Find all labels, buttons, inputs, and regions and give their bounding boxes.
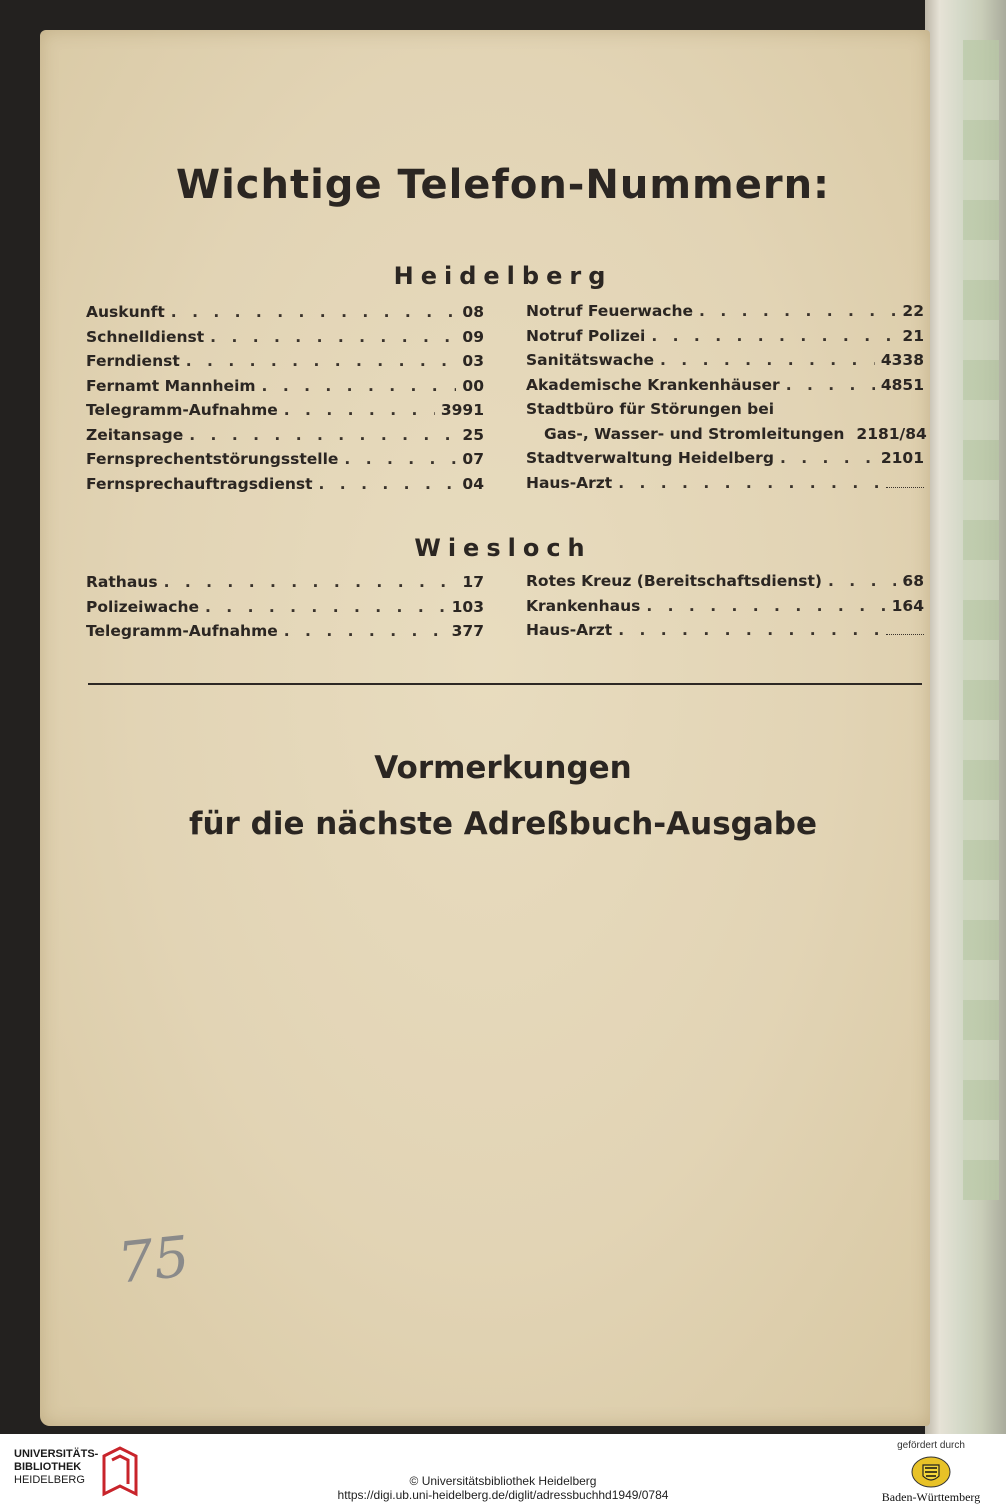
entry-number: 07 [462, 450, 484, 468]
entry-number: 103 [451, 597, 484, 616]
library-name-line2: BIBLIOTHEK [14, 1461, 82, 1473]
leader-dots [319, 475, 457, 493]
entry-label: Notruf Polizei [526, 326, 646, 345]
entry-label: Fernsprechauftragsdienst [86, 474, 313, 493]
phone-entry [526, 424, 927, 450]
vormerkungen-subtitle: für die nächste Adreßbuch-Ausgabe [189, 806, 817, 842]
entry-label: Sanitätswache [526, 351, 654, 369]
leader-dots [618, 474, 880, 492]
leader-dots [651, 327, 896, 345]
vormerkungen-title: Vormerkungen [374, 750, 632, 786]
funded-by-label: gefördert durch [897, 1440, 965, 1451]
blank-number-line [886, 624, 924, 635]
wiesloch-left-list [86, 573, 484, 647]
phone-entry [86, 622, 484, 647]
phone-entry [86, 450, 484, 475]
page-title: Wichtige Telefon-Nummern: [175, 162, 831, 208]
entry-label: Rotes Kreuz (Bereitschaftsdienst) [526, 572, 822, 590]
leader-dots [786, 376, 875, 394]
entry-number: 3991 [440, 401, 484, 419]
leader-dots [284, 401, 435, 419]
funding-block [876, 1440, 986, 1505]
phone-entry [526, 572, 924, 597]
phone-entry [526, 400, 924, 425]
entry-number: 4338 [880, 351, 924, 369]
phone-entry [86, 328, 484, 353]
entry-label: Rathaus [86, 573, 158, 591]
phone-entry [526, 351, 924, 376]
entry-label: Auskunft [86, 303, 165, 321]
copyright-block [0, 1474, 1006, 1502]
library-name-line3: HEIDELBERG [14, 1474, 85, 1486]
entry-label: Haus-Arzt [526, 621, 613, 639]
leader-dots [171, 303, 457, 321]
entry-number: 09 [462, 327, 484, 346]
entry-label: Ferndienst [86, 352, 180, 370]
copyright-text: © Universitätsbibliothek Heidelberg [409, 1474, 597, 1488]
leader-dots [284, 622, 446, 640]
pencil-page-number: 75 [114, 1224, 193, 1297]
wiesloch-right-list [526, 572, 924, 646]
leader-dots [344, 450, 456, 468]
entry-label: Zeitansage [86, 425, 184, 444]
phone-entry [526, 597, 924, 622]
entry-number: 04 [462, 474, 484, 493]
phone-entry [526, 327, 924, 352]
leader-dots [618, 621, 880, 639]
entry-label: Telegramm-Aufnahme [86, 622, 278, 640]
footer [0, 1434, 1006, 1506]
entry-label: Fernsprechentstörungsstelle [86, 450, 339, 468]
entry-number: 22 [902, 302, 924, 320]
entry-number [886, 621, 924, 639]
entry-label: Stadtbüro für Störungen bei [526, 400, 775, 418]
leader-dots [205, 598, 446, 616]
entry-label: Gas-, Wasser- und Stromleitungen [544, 424, 845, 443]
entry-label: Schnelldienst [86, 327, 205, 346]
coat-of-arms-icon [911, 1456, 951, 1488]
heading-heidelberg: Heidelberg [393, 262, 613, 290]
entry-number: 2181/84 [856, 424, 927, 443]
entry-number: 00 [462, 376, 484, 395]
map-insert-edge [963, 40, 999, 1200]
entry-label: Polizeiwache [86, 597, 199, 616]
library-name-line1: UNIVERSITÄTS- [14, 1448, 99, 1460]
phone-entry [526, 474, 924, 499]
phone-entry [526, 621, 924, 646]
leader-dots [262, 377, 457, 395]
entry-number: 377 [451, 622, 484, 640]
entry-number: 03 [462, 352, 484, 370]
phone-entry [86, 475, 484, 500]
entry-number: 68 [902, 572, 924, 590]
book-edge [925, 0, 1006, 1434]
leader-dots [164, 573, 457, 591]
entry-number: 25 [462, 425, 484, 444]
leader-dots [780, 449, 875, 467]
leader-dots [699, 302, 896, 320]
entry-number: 4851 [880, 375, 924, 394]
book-page [40, 30, 930, 1426]
entry-label: Akademische Krankenhäuser [526, 375, 780, 394]
phone-entry [86, 377, 484, 402]
phone-entry [86, 573, 484, 598]
phone-entry [86, 598, 484, 623]
heading-wiesloch: Wiesloch [414, 534, 592, 562]
leader-dots [828, 572, 896, 590]
entry-number: 164 [891, 596, 924, 615]
entry-number: 21 [902, 326, 924, 345]
phone-entry [86, 401, 484, 426]
funder-name: Baden-Württemberg [881, 1490, 981, 1504]
phone-entry [526, 376, 924, 401]
leader-dots [210, 328, 456, 346]
entry-number [886, 474, 924, 492]
entry-label: Krankenhaus [526, 596, 641, 615]
heidelberg-right-list [526, 302, 927, 498]
phone-entry [86, 426, 484, 451]
entry-label: Fernamt Mannheim [86, 376, 256, 395]
leader-dots [660, 351, 875, 369]
entry-label: Stadtverwaltung Heidelberg [526, 449, 774, 467]
entry-label: Telegramm-Aufnahme [86, 401, 278, 419]
phone-entry [526, 302, 924, 327]
entry-number: 08 [462, 303, 484, 321]
blank-number-line [886, 477, 924, 488]
entry-label: Notruf Feuerwache [526, 302, 694, 320]
source-url[interactable]: https://digi.ub.uni-heidelberg.de/diglit/adressbuchhd1949/0784 [337, 1488, 669, 1502]
heidelberg-left-list [86, 303, 484, 499]
horizontal-rule [88, 683, 922, 685]
leader-dots [189, 426, 456, 444]
entry-label: Haus-Arzt [526, 473, 613, 492]
phone-entry [526, 449, 924, 474]
phone-entry [86, 303, 484, 328]
leader-dots [646, 597, 885, 615]
leader-dots [186, 352, 457, 370]
phone-entry [86, 352, 484, 377]
entry-number: 17 [462, 573, 484, 591]
entry-number: 2101 [880, 449, 924, 467]
